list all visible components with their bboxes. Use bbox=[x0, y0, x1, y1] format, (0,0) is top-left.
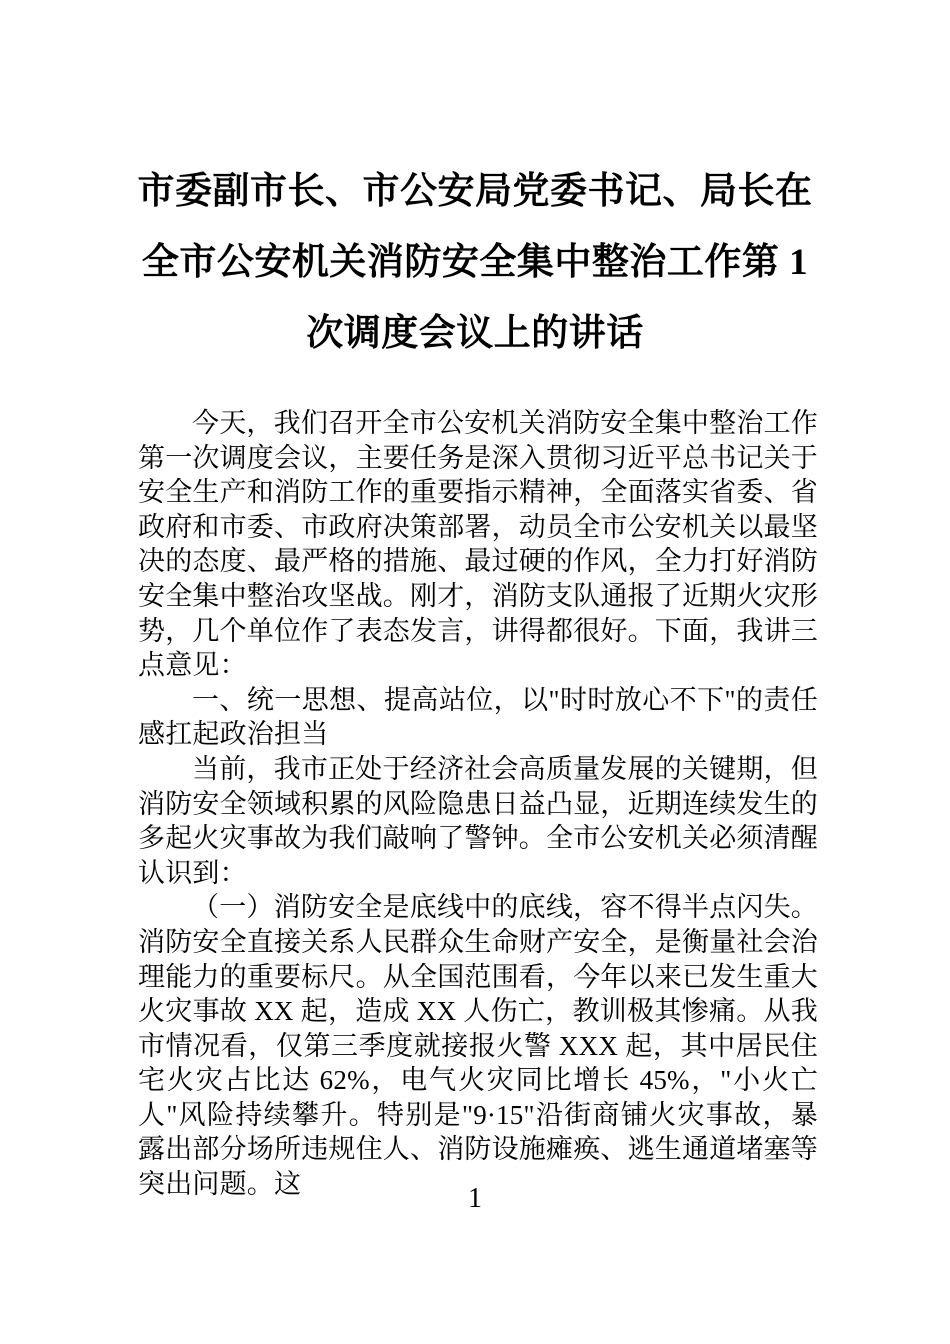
section-heading-one: 一、统一思想、提高站位，以"时时放心不下"的责任感扛起政治担当 bbox=[138, 684, 818, 750]
title-line-2: 全市公安机关消防安全集中整治工作第 1 bbox=[141, 242, 809, 283]
title-line-1: 市委副市长、市公安局党委书记、局长在 bbox=[137, 171, 813, 212]
page-number: 1 bbox=[468, 1183, 482, 1214]
paragraph-point-one: （一）消防安全是底线中的底线，容不得半点闪失。消防安全直接关系人民群众生命财产安全，是衡量社会治理能力的重要标尺。从全国范围看，今年以来已发生重大火灾事故 XX 起，造成 XX 人伤亡，教训极其惨痛。从我市情况看，仅第三季度就接报火警 XXX 起，其中居民住宅火灾占比达 62%，电气火灾同比增长 45%，"小火亡人"风险持续攀升。特别是"9·15"沿街商铺火灾事故，暴露出部分场所违规住人、消防设施瘫痪、逃生通道堵塞等突出问题。这 bbox=[138, 892, 818, 1200]
paragraph-opening: 今天，我们召开全市公安机关消防安全集中整治工作第一次调度会议，主要任务是深入贯彻习近平总书记关于安全生产和消防工作的重要指示精神，全面落实省委、省政府和市委、市政府决策部署，动员全市公安机关以最坚决的态度、最严格的措施、最过硬的作风，全力打好消防安全集中整治攻坚战。刚才，消防支队通报了近期火灾形势，几个单位作了表态发言，讲得都很好。下面，我讲三点意见： bbox=[138, 408, 818, 681]
document-title bbox=[118, 156, 832, 369]
paragraph-current-situation: 当前，我市正处于经济社会高质量发展的关键期，但消防安全领域积累的风险隐患日益凸显，近期连续发生的多起火灾事故为我们敲响了警钟。全市公安机关必须清醒认识到： bbox=[138, 753, 818, 888]
document-body bbox=[138, 406, 818, 1202]
title-line-3: 次调度会议上的讲话 bbox=[306, 313, 644, 354]
